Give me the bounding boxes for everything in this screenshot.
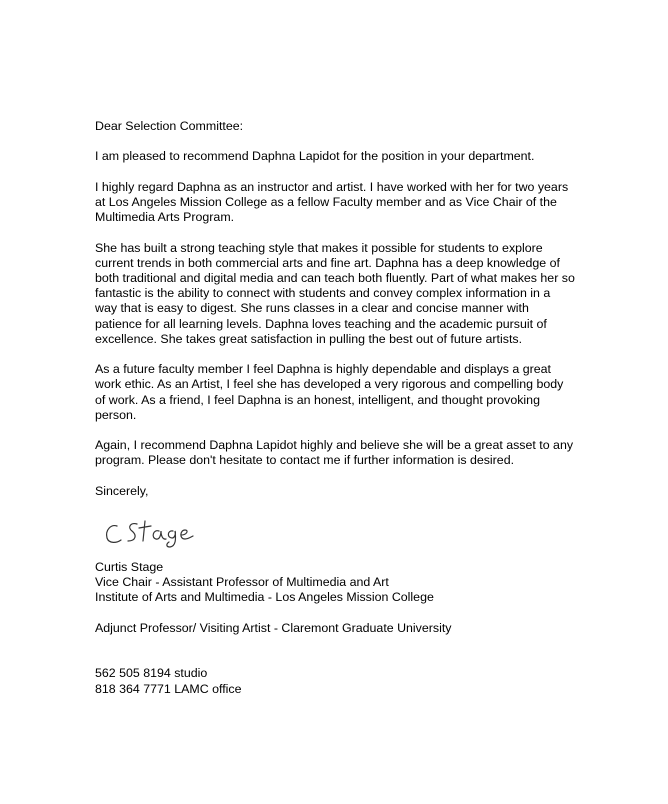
paragraph-teaching-style: She has built a strong teaching style that makes it possible for students to explore current trends in both commercial arts and fine art. Daphna has a deep knowledge of both traditional and digital media and can teach both fluently. Part of what makes her so fantastic is the ability to connect with students and convey complex information in a way that is easy to digest. She runs classes in a clear and concise manner with patience for all learning levels. Daphna loves teaching and the academic pursuit of excellence. She takes great satisfaction in pulling the best out of future artists.: [95, 240, 575, 346]
signer-institution: Institute of Arts and Multimedia - Los Angeles Mission College: [95, 590, 434, 605]
signature-area: [95, 499, 575, 560]
paragraph-faculty-member: As a future faculty member I feel Daphna is highly dependable and displays a great work ethic. As an Artist, I feel she has developed a very rigorous and compelling body of work. As a friend, I feel Daphna is an honest, intelligent, and thought provoking person.: [95, 362, 564, 422]
paragraph-regard: I highly regard Daphna as an instructor and artist. I have worked with her for two years at Los Angeles Mission College as a fellow Faculty member and as Vice Chair of the Multimedia Arts Program.: [95, 179, 569, 225]
salutation: Dear Selection Committee:: [95, 119, 244, 133]
signer-title: Vice Chair - Assistant Professor of Multimedia and Art: [95, 575, 389, 590]
office-phone: 818 364 7771 LAMC office: [95, 681, 242, 696]
signer-adjunct-position: Adjunct Professor/ Visiting Artist - Claremont Graduate University: [95, 620, 452, 635]
paragraph-closing-recommendation: Again, I recommend Daphna Lapidot highly and believe she will be a great asset to any program. Please don't hesitate to contact me if further information is desired.: [95, 438, 574, 468]
handwritten-signature: [103, 514, 213, 550]
closing: Sincerely,: [95, 483, 149, 498]
signer-name: Curtis Stage: [95, 559, 164, 574]
letter-body: [95, 119, 575, 697]
paragraph-recommendation: I am pleased to recommend Daphna Lapidot for the position in your department.: [95, 149, 535, 164]
signer-block: [95, 560, 575, 697]
studio-phone: 562 505 8194 studio: [95, 666, 208, 681]
